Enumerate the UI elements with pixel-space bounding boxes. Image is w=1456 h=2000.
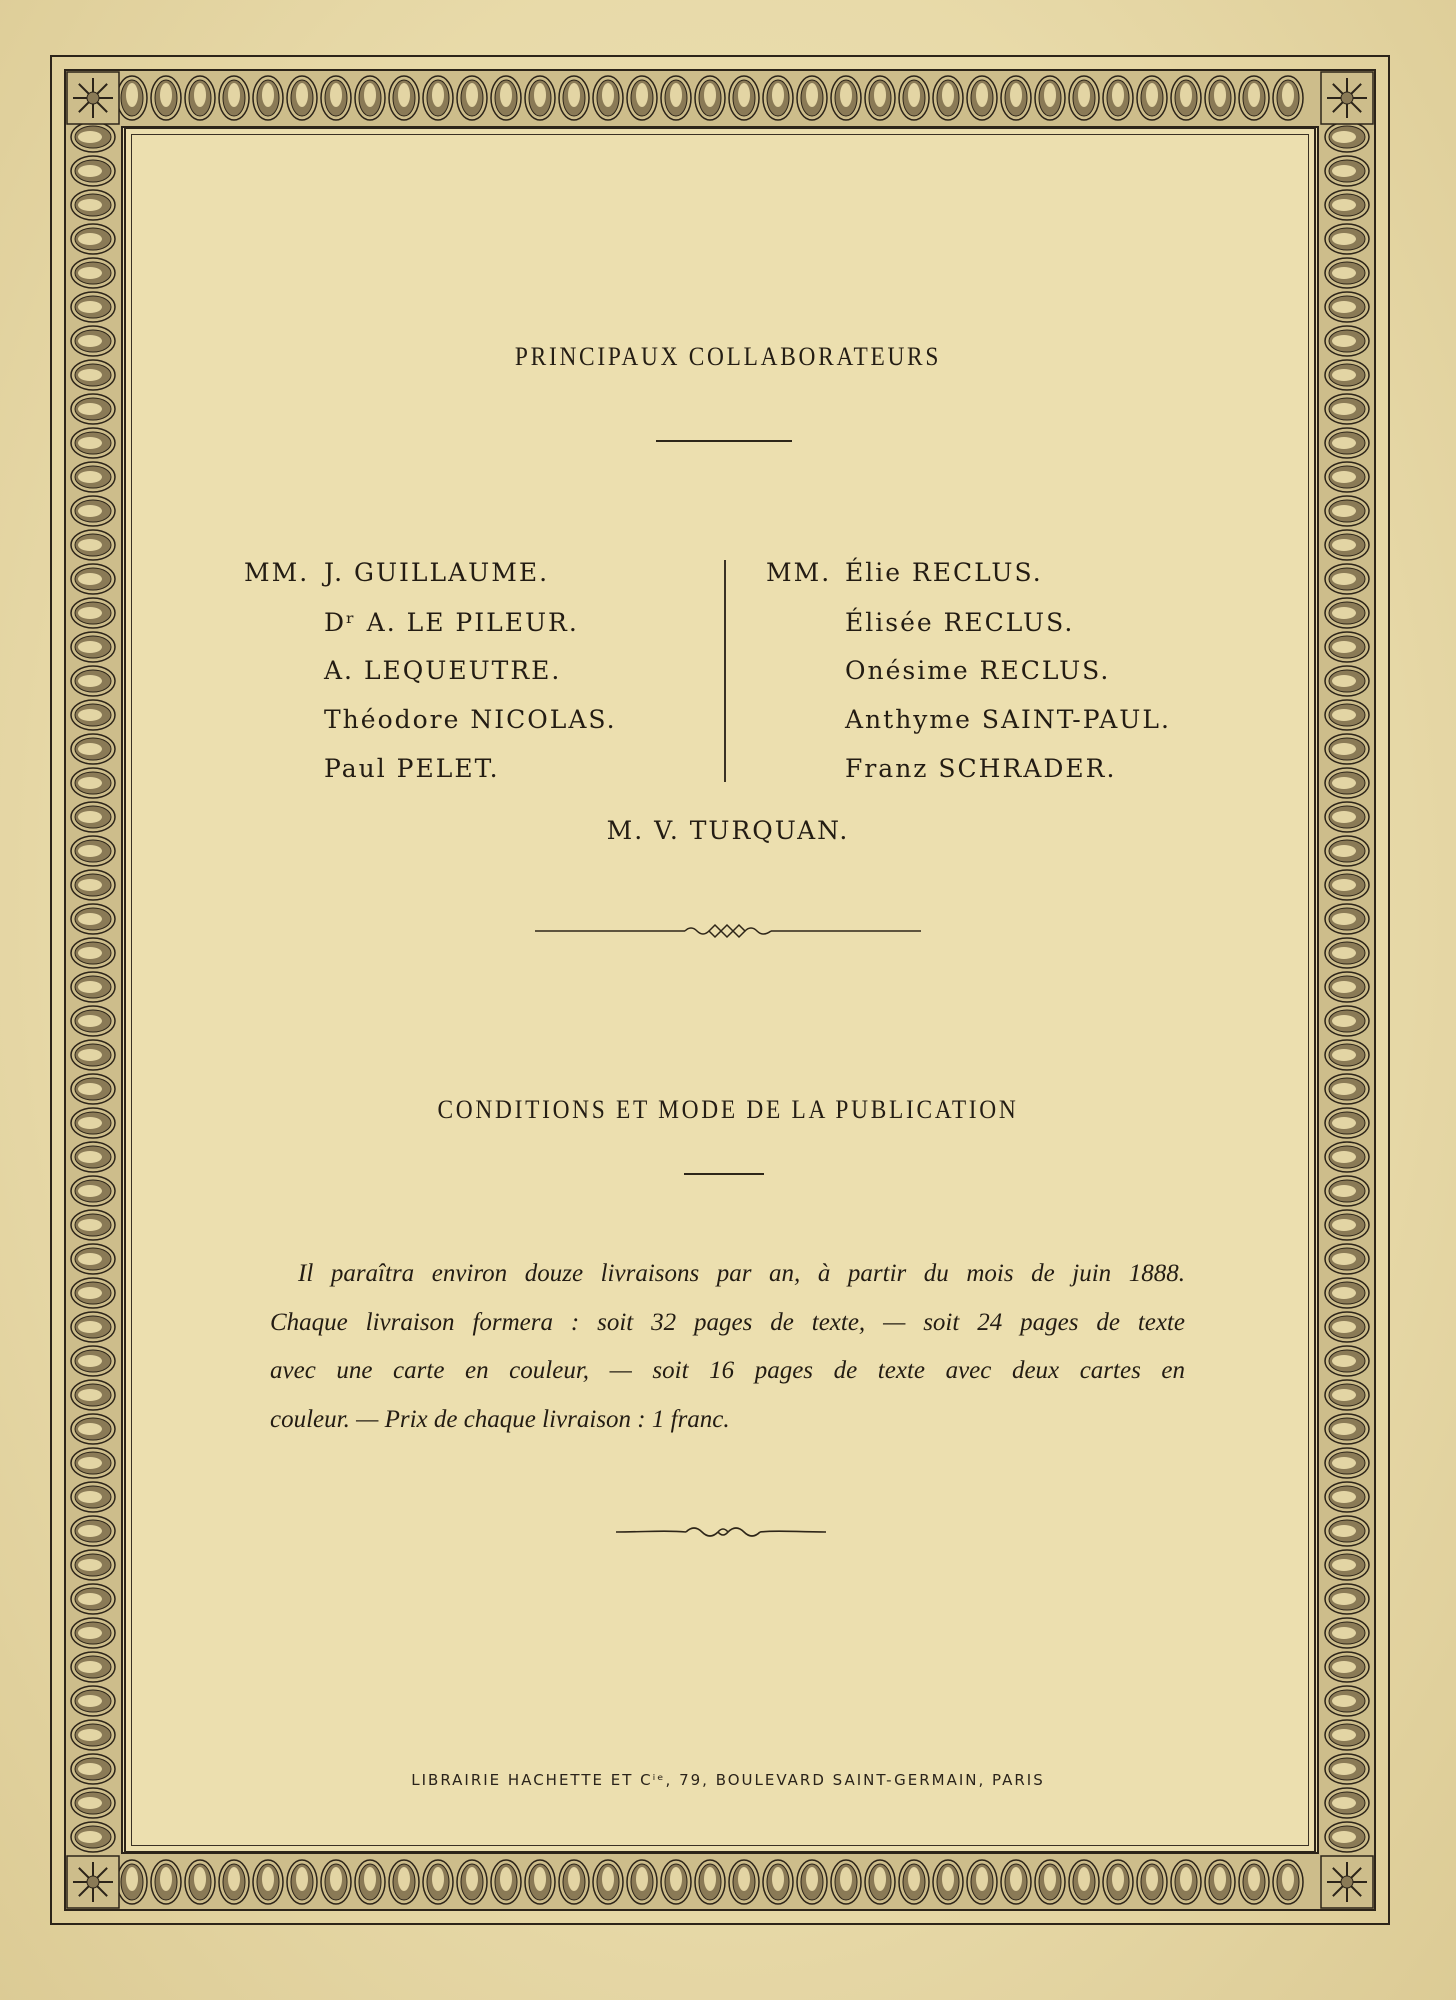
border-egg xyxy=(491,76,521,120)
paragraph-line: avec une carte en couleur, — soit 16 pages de texte avec deux cartes en xyxy=(270,1357,1185,1384)
border-egg xyxy=(1325,1720,1369,1750)
border-egg xyxy=(1325,1142,1369,1172)
border-egg xyxy=(593,76,623,120)
border-egg xyxy=(1001,1860,1031,1904)
border-egg xyxy=(71,1482,115,1512)
border-egg xyxy=(1325,1618,1369,1648)
border-egg xyxy=(71,1584,115,1614)
border-egg xyxy=(491,1860,521,1904)
border-egg xyxy=(1325,1516,1369,1546)
border-egg xyxy=(1325,530,1369,560)
border-egg xyxy=(1325,598,1369,628)
border-egg xyxy=(321,76,351,120)
border-egg xyxy=(899,1860,929,1904)
border-egg xyxy=(1325,1278,1369,1308)
border-egg xyxy=(71,700,115,730)
border-egg xyxy=(389,1860,419,1904)
border-egg xyxy=(71,632,115,662)
border-egg xyxy=(355,76,385,120)
border-egg xyxy=(1325,1482,1369,1512)
border-egg xyxy=(933,76,963,120)
border-egg xyxy=(71,462,115,492)
border-egg xyxy=(593,1860,623,1904)
border-egg xyxy=(71,1176,115,1206)
publisher-footer: LIBRAIRIE HACHETTE ET Cⁱᵉ, 79, BOULEVARD SAINT-GERMAIN, PARIS xyxy=(411,1771,1045,1789)
border-egg xyxy=(457,1860,487,1904)
border-egg xyxy=(1325,224,1369,254)
border-egg xyxy=(423,76,453,120)
border-egg xyxy=(71,1006,115,1036)
border-egg xyxy=(1325,156,1369,186)
border-egg xyxy=(117,76,147,120)
border-egg xyxy=(71,1788,115,1818)
collaborators-heading: PRINCIPAUX COLLABORATEURS xyxy=(514,342,942,371)
border-egg xyxy=(1325,1584,1369,1614)
border-egg xyxy=(1325,394,1369,424)
border-egg xyxy=(1273,1860,1303,1904)
border-egg xyxy=(1001,76,1031,120)
border-egg xyxy=(695,1860,725,1904)
border-egg xyxy=(71,1618,115,1648)
decorative-ornament-rule xyxy=(535,920,921,942)
border-egg xyxy=(71,768,115,798)
border-egg xyxy=(627,76,657,120)
border-egg xyxy=(253,1860,283,1904)
border-egg xyxy=(71,938,115,968)
conditions-heading: CONDITIONS ET MODE DE LA PUBLICATION xyxy=(437,1095,1019,1124)
border-egg xyxy=(1273,76,1303,120)
collaborator-name: Élisée RECLUS. xyxy=(845,608,1075,637)
border-egg xyxy=(457,76,487,120)
border-egg xyxy=(1137,1860,1167,1904)
border-egg xyxy=(1325,1312,1369,1342)
border-egg xyxy=(1325,190,1369,220)
border-egg xyxy=(1325,122,1369,152)
border-egg xyxy=(287,1860,317,1904)
left-prefix: MM. xyxy=(244,558,310,587)
border-egg xyxy=(151,1860,181,1904)
border-egg xyxy=(71,870,115,900)
border-egg xyxy=(71,564,115,594)
border-egg xyxy=(117,1860,147,1904)
border-egg xyxy=(1137,76,1167,120)
border-egg xyxy=(71,1414,115,1444)
border-egg xyxy=(185,76,215,120)
border-egg xyxy=(1035,1860,1065,1904)
border-egg xyxy=(71,122,115,152)
border-egg xyxy=(525,76,555,120)
border-egg xyxy=(933,1860,963,1904)
border-egg xyxy=(1325,666,1369,696)
paragraph-line: Il paraîtra environ douze livraisons par an, à partir du mois de juin 1888. xyxy=(298,1260,1185,1287)
border-egg xyxy=(1325,1652,1369,1682)
border-egg xyxy=(423,1860,453,1904)
border-egg xyxy=(899,76,929,120)
heading-rule xyxy=(656,440,792,442)
border-egg xyxy=(71,1380,115,1410)
border-egg xyxy=(525,1860,555,1904)
border-egg xyxy=(71,292,115,322)
border-egg xyxy=(661,1860,691,1904)
border-egg xyxy=(967,76,997,120)
border-egg xyxy=(1069,1860,1099,1904)
inner-frame-thin-line xyxy=(131,134,1309,1846)
border-egg xyxy=(1103,76,1133,120)
border-egg xyxy=(831,1860,861,1904)
border-egg xyxy=(71,666,115,696)
border-egg xyxy=(1239,76,1269,120)
border-egg xyxy=(1325,1686,1369,1716)
collaborator-name: J. GUILLAUME. xyxy=(324,558,550,587)
right-prefix: MM. xyxy=(766,558,832,587)
border-egg xyxy=(729,76,759,120)
border-egg xyxy=(797,76,827,120)
border-egg xyxy=(71,1142,115,1172)
border-egg xyxy=(1325,1346,1369,1376)
border-egg xyxy=(1325,1210,1369,1240)
conditions-paragraph xyxy=(270,1250,1185,1444)
border-egg xyxy=(1325,292,1369,322)
border-egg xyxy=(71,1210,115,1240)
border-egg xyxy=(1325,904,1369,934)
border-egg xyxy=(71,1312,115,1342)
decorative-flourish xyxy=(616,1521,826,1543)
border-egg xyxy=(1239,1860,1269,1904)
border-egg xyxy=(967,1860,997,1904)
border-egg xyxy=(763,76,793,120)
border-egg xyxy=(71,530,115,560)
border-egg xyxy=(71,1346,115,1376)
border-egg xyxy=(71,1448,115,1478)
border-egg xyxy=(1325,258,1369,288)
border-egg xyxy=(1325,1244,1369,1274)
border-egg xyxy=(661,76,691,120)
border-egg xyxy=(71,1822,115,1852)
border-egg xyxy=(1171,76,1201,120)
border-egg xyxy=(321,1860,351,1904)
border-egg xyxy=(797,1860,827,1904)
border-egg xyxy=(1171,1860,1201,1904)
border-egg xyxy=(695,76,725,120)
border-egg xyxy=(71,1040,115,1070)
collaborator-name: Franz SCHRADER. xyxy=(845,754,1117,783)
border-egg xyxy=(219,1860,249,1904)
collaborator-name: Anthyme SAINT-PAUL. xyxy=(845,705,1171,734)
border-egg xyxy=(71,1550,115,1580)
border-egg xyxy=(71,1652,115,1682)
border-egg xyxy=(1035,76,1065,120)
border-egg xyxy=(865,1860,895,1904)
border-egg xyxy=(1325,1788,1369,1818)
border-egg xyxy=(287,76,317,120)
border-egg xyxy=(763,1860,793,1904)
border-egg xyxy=(71,1720,115,1750)
collaborator-name: Théodore NICOLAS. xyxy=(324,705,617,734)
border-egg xyxy=(71,1686,115,1716)
border-egg xyxy=(1325,734,1369,764)
border-egg xyxy=(71,1244,115,1274)
collaborator-name: Paul PELET. xyxy=(324,754,500,783)
border-egg xyxy=(1325,768,1369,798)
border-egg xyxy=(71,428,115,458)
border-egg xyxy=(71,190,115,220)
border-egg xyxy=(1325,632,1369,662)
collaborator-name: Dʳ A. LE PILEUR. xyxy=(324,608,579,637)
border-egg xyxy=(71,156,115,186)
border-egg xyxy=(1325,496,1369,526)
border-egg xyxy=(1205,76,1235,120)
collaborator-name: A. LEQUEUTRE. xyxy=(324,656,562,685)
border-egg xyxy=(831,76,861,120)
border-egg xyxy=(559,76,589,120)
border-egg xyxy=(1325,428,1369,458)
border-egg xyxy=(1205,1860,1235,1904)
border-egg xyxy=(865,76,895,120)
border-egg xyxy=(1325,972,1369,1002)
border-egg xyxy=(1325,462,1369,492)
heading-rule xyxy=(684,1173,764,1175)
paragraph-line: couleur. — Prix de chaque livraison : 1 franc. xyxy=(270,1405,730,1433)
border-egg xyxy=(1325,1550,1369,1580)
border-egg xyxy=(185,1860,215,1904)
border-egg xyxy=(71,598,115,628)
border-egg xyxy=(71,1278,115,1308)
border-egg xyxy=(1325,870,1369,900)
border-egg xyxy=(1325,1380,1369,1410)
border-egg xyxy=(71,972,115,1002)
border-egg xyxy=(1325,564,1369,594)
border-egg xyxy=(1325,1176,1369,1206)
border-egg xyxy=(559,1860,589,1904)
border-egg xyxy=(71,904,115,934)
collaborator-name: Onésime RECLUS. xyxy=(845,656,1111,685)
border-egg xyxy=(389,76,419,120)
paragraph-line: Chaque livraison formera : soit 32 pages de texte, — soit 24 pages de texte xyxy=(270,1308,1185,1336)
border-egg xyxy=(71,258,115,288)
border-egg xyxy=(71,1516,115,1546)
border-egg xyxy=(1325,938,1369,968)
border-egg xyxy=(253,76,283,120)
border-egg xyxy=(355,1860,385,1904)
border-egg xyxy=(1325,1448,1369,1478)
border-egg xyxy=(729,1860,759,1904)
border-egg xyxy=(71,224,115,254)
border-egg xyxy=(71,394,115,424)
column-separator xyxy=(724,560,726,782)
border-egg xyxy=(627,1860,657,1904)
border-egg xyxy=(1325,1414,1369,1444)
border-egg xyxy=(1325,700,1369,730)
border-egg xyxy=(1069,76,1099,120)
border-egg xyxy=(151,76,181,120)
border-egg xyxy=(71,734,115,764)
border-egg xyxy=(1103,1860,1133,1904)
border-egg xyxy=(71,496,115,526)
border-egg xyxy=(219,76,249,120)
border-egg xyxy=(1325,1006,1369,1036)
border-egg xyxy=(1325,1822,1369,1852)
border-egg xyxy=(1325,1040,1369,1070)
collaborator-center-name: M. V. TURQUAN. xyxy=(606,816,850,845)
collaborator-name: Élie RECLUS. xyxy=(845,558,1043,587)
